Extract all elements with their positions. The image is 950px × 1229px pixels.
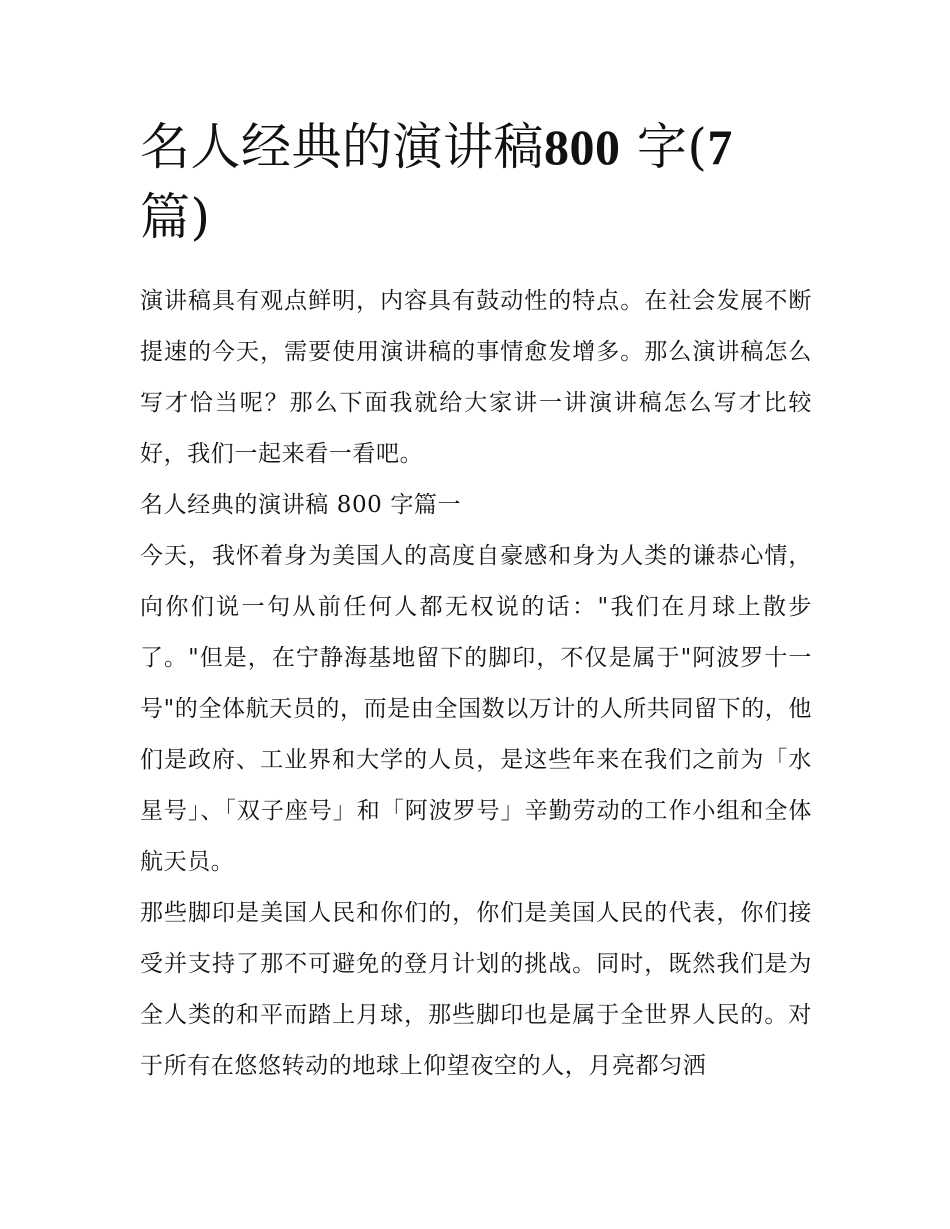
- intro-paragraph: 演讲稿具有观点鲜明，内容具有鼓动性的特点。在社会发展不断提速的今天，需要使用演讲稿的事情愈发增多。那么演讲稿怎么写才恰当呢？那么下面我就给大家讲一讲演讲稿怎么写才比较好，我们一起来看一看吧。: [140, 288, 812, 467]
- title-text-part2: 字(: [636, 118, 708, 176]
- document-page: [140, 112, 812, 1092]
- section-heading: 名人经典的演讲稿 800 字篇一: [140, 492, 462, 518]
- body-paragraph: 今天，我怀着身为美国人的高度自豪感和身为人类的谦恭心情，向你们说一句从前任何人都无权说的话："我们在月球上散步了。"但是，在宁静海基地留下的脚印，不仅是属于"阿波罗十一号"的全体航天员的，而是由全国数以万计的人所共同留下的，他们是政府、工业界和大学的人员，是这些年来在我们之前为「水星号」、「双子座号」和「阿波罗号」辛勤劳动的工作小组和全体航天员。: [140, 543, 812, 875]
- title-number: 800: [544, 119, 621, 175]
- title-number-2: 7: [707, 119, 733, 175]
- title-text-part1: 名人经典的演讲稿: [140, 118, 544, 176]
- body-paragraph: 那些脚印是美国人民和你们的，你们是美国人民的代表，你们接受并支持了那不可避免的登月计划的挑战。同时，既然我们是为全人类的和平而踏上月球，那些脚印也是属于全世界人民的。对于所有在悠悠转动的地球上仰望夜空的人，月亮都匀洒: [140, 900, 812, 1079]
- document-title: [140, 112, 812, 252]
- title-text-part3: 篇): [140, 188, 211, 246]
